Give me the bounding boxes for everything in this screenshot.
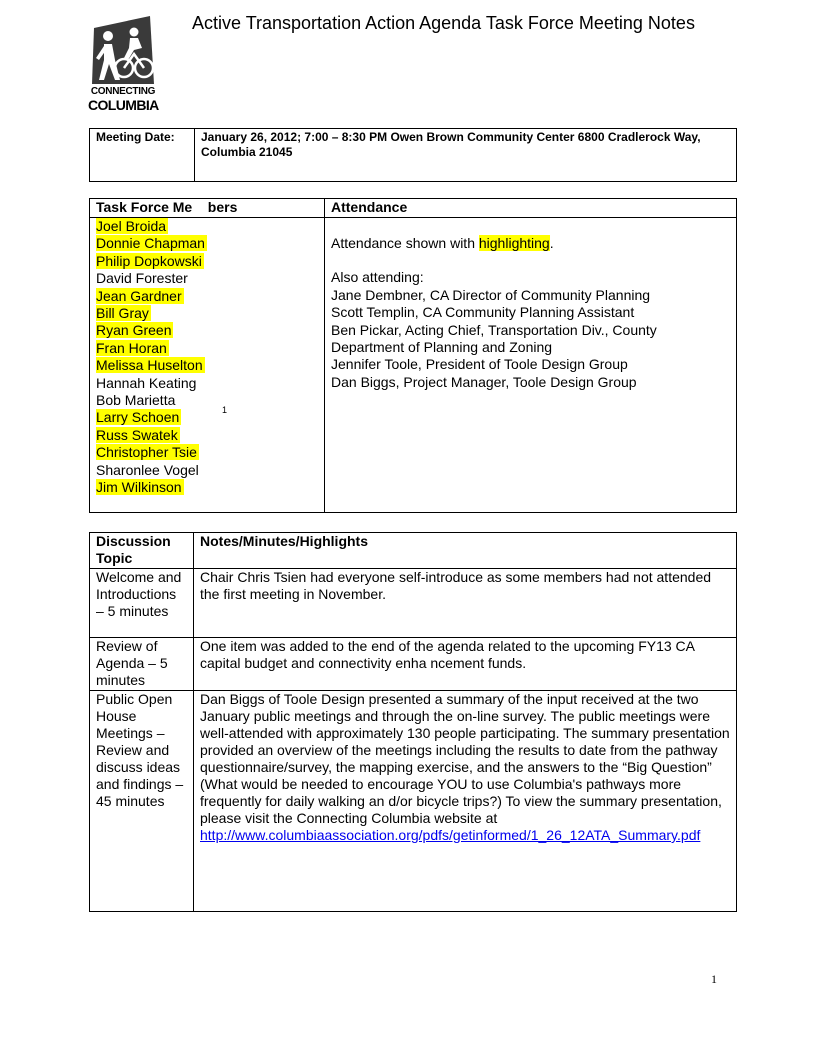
- logo-text-connecting: CONNECTING: [90, 86, 156, 97]
- member-item: [96, 375, 318, 392]
- member-item: [96, 270, 318, 287]
- members-header: Task Force Me bers: [90, 199, 325, 218]
- member-name: Donnie Chapman: [96, 235, 205, 252]
- notes-cell: Chair Chris Tsien had everyone self-introduce as some members had not attended the first meeting in November.: [194, 569, 737, 638]
- attendance-legend: [331, 235, 730, 252]
- also-attending-item: Ben Pickar, Acting Chief, Transportation Div., County: [331, 321, 657, 338]
- topic-cell: Review of Agenda – 5 minutes: [90, 638, 194, 691]
- also-attending-item: Scott Templin, CA Community Planning Assistant: [331, 304, 635, 321]
- summary-link[interactable]: http://www.columbiaassociation.org/pdfs/getinformed/1_26_12ATA_Summary.pdf: [200, 827, 701, 843]
- attendance-legend-prefix: Attendance shown with: [331, 235, 479, 251]
- pedestrian-cyclist-icon: [88, 14, 158, 86]
- member-item: [96, 322, 318, 339]
- member-item: [96, 218, 318, 235]
- notes-cell: [194, 691, 737, 912]
- member-name: Joel Broida: [96, 218, 167, 234]
- members-attendance-table: [89, 198, 737, 513]
- member-item: [96, 235, 318, 252]
- notes-text: Dan Biggs of Toole Design presented a summary of the input received at the two January public meetings and through the on-line survey. The public meetings were well-attended with approximately 130 people participating. The summary presentation provided an overview of the meetings including the results to date from the pathway questionnaire/survey, the mapping exercise, and the answers to the “Big Question” (What would be needed to encourage YOU to use Columbia's pathways more frequently for daily walking an d/or bicycle trips?) To view the summary presentation, please visit the Connecting Columbia website at: [200, 691, 730, 826]
- logo-text-columbia: COLUMBIA: [88, 97, 159, 113]
- meeting-date-table: [89, 128, 737, 182]
- member-name: Russ Swatek: [96, 426, 178, 443]
- member-name: Philip Dopkowski: [96, 252, 202, 269]
- notes-cell: One item was added to the end of the agenda related to the upcoming FY13 CA capital budget and connectivity enha ncement funds.: [194, 638, 737, 691]
- also-attending-item: Jennifer Toole, President of Toole Design Group: [331, 356, 628, 373]
- member-item: [96, 392, 318, 409]
- topic-header: Discussion Topic: [90, 533, 194, 569]
- member-name: Christopher Tsie: [96, 444, 197, 461]
- member-item: [96, 444, 318, 461]
- notes-header: Notes/Minutes/Highlights: [194, 533, 737, 569]
- meeting-date-label: Meeting Date:: [90, 129, 195, 182]
- meeting-date-details: January 26, 2012; 7:00 – 8:30 PM Owen Brown Community Center 6800 Cradlerock Way, Columbia 21045: [195, 129, 737, 182]
- also-attending-item: Jane Dembner, CA Director of Community Planning: [331, 286, 651, 303]
- attendance-legend-highlight: highlighting: [478, 235, 550, 251]
- member-item: [96, 462, 318, 479]
- page-title: Active Transportation Action Agenda Task Force Meeting Notes: [192, 13, 695, 33]
- connecting-columbia-logo: [88, 14, 158, 114]
- topic-cell: Welcome and Introductions – 5 minutes: [90, 569, 194, 638]
- discussion-table: [89, 532, 737, 912]
- member-name: Ryan Green: [96, 322, 172, 339]
- member-item: [96, 357, 318, 374]
- member-name: Fran Horan: [96, 339, 167, 356]
- page-number: 1: [711, 972, 717, 986]
- member-name: Melissa Huselton: [96, 357, 203, 374]
- stray-mark: 1: [222, 405, 228, 415]
- member-name: Bob Marietta: [96, 392, 176, 409]
- member-name: Hannah Keating: [96, 374, 197, 391]
- member-list: [90, 218, 325, 513]
- member-name: Jean Gardner: [96, 287, 182, 304]
- member-item: [96, 305, 318, 322]
- also-attending-item: Dan Biggs, Project Manager, Toole Design Group: [331, 373, 637, 390]
- member-item: [96, 253, 318, 270]
- member-item: [96, 427, 318, 444]
- member-item: [96, 479, 318, 496]
- attendance-notes: [325, 218, 737, 513]
- attendance-header: Attendance: [325, 199, 737, 218]
- topic-cell: Public Open House Meetings – Review and discuss ideas and findings – 45 minutes: [90, 691, 194, 912]
- member-name: Larry Schoen: [96, 409, 180, 426]
- member-item: [96, 340, 318, 357]
- attendance-legend-suffix: .: [549, 235, 554, 251]
- also-attending-item: Department of Planning and Zoning: [331, 339, 553, 356]
- also-attending-label: Also attending:: [331, 269, 424, 286]
- member-item: [96, 409, 318, 426]
- member-item: [96, 288, 318, 305]
- member-name: David Forester: [96, 270, 188, 287]
- member-name: Sharonlee Vogel: [96, 461, 199, 478]
- member-name: Jim Wilkinson: [96, 479, 182, 496]
- member-name: Bill Gray: [96, 305, 149, 322]
